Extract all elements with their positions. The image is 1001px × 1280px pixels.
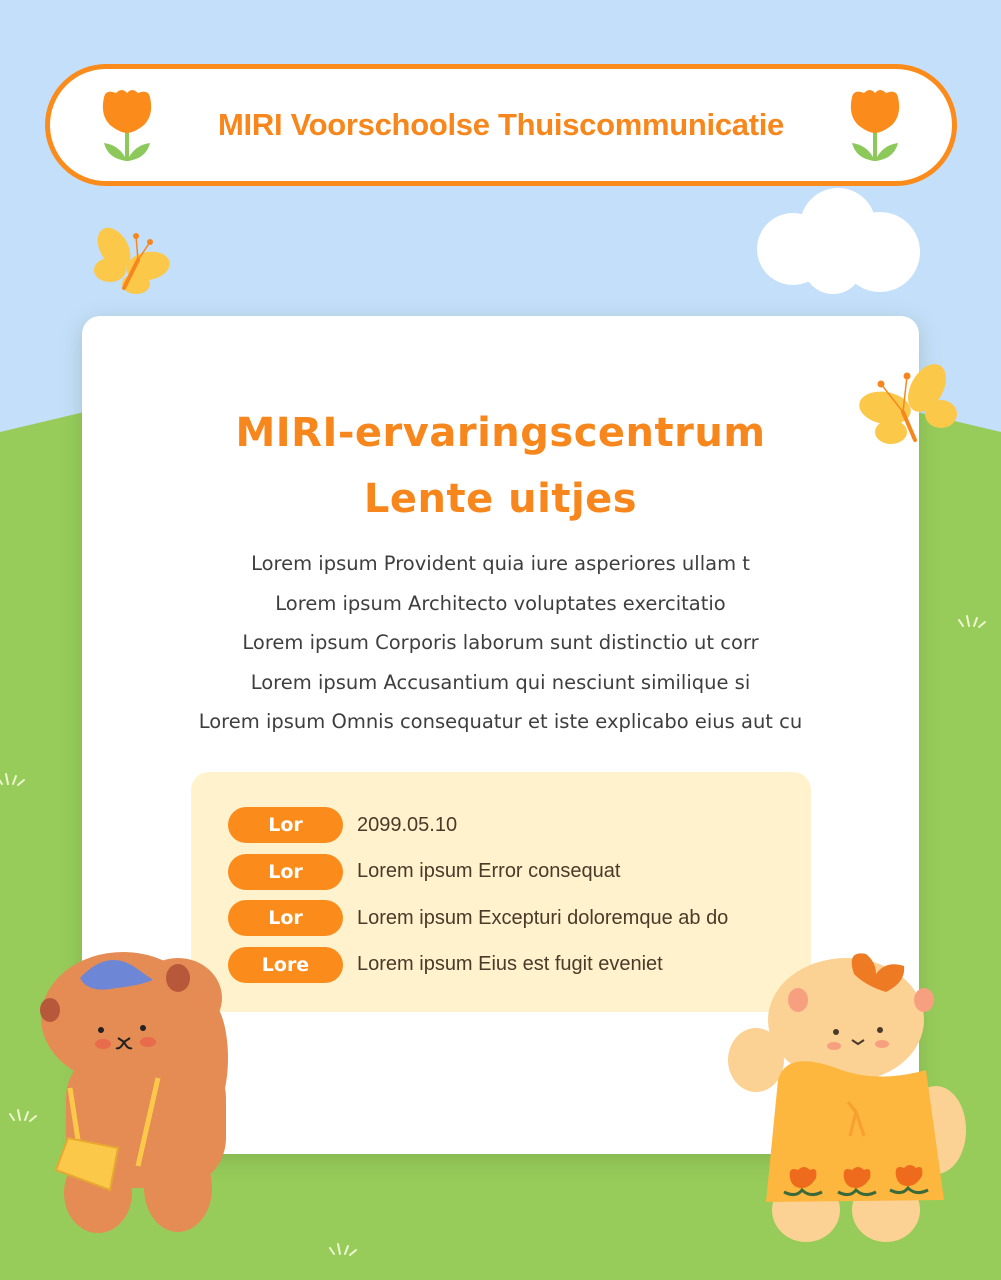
description-line: Lorem ipsum Provident quia iure asperiores ullam t — [251, 552, 750, 575]
info-value: Lorem ipsum Excepturi doloremque ab do — [357, 906, 729, 929]
grass-tuft-icon — [0, 770, 34, 790]
info-label-badge: Lor — [228, 807, 343, 843]
tulip-icon — [842, 87, 908, 169]
banner-title: MIRI Voorschoolse Thuiscommunicatie — [218, 107, 784, 142]
info-label-badge: Lore — [228, 947, 343, 983]
event-description — [82, 544, 919, 742]
description-line: Lorem ipsum Architecto voluptates exercitatio — [275, 591, 726, 615]
description-line: Lorem ipsum Accusantium qui nesciunt similique si — [250, 670, 751, 694]
info-label-badge: Lor — [228, 854, 343, 890]
info-value: Lorem ipsum Error consequat — [357, 860, 621, 883]
header-banner — [45, 64, 957, 186]
bear-with-cap-icon — [28, 938, 238, 1238]
grass-tuft-icon — [326, 1240, 366, 1260]
butterfly-icon — [92, 214, 178, 300]
description-line: Lorem ipsum Corporis laborum sunt distinctio ut corr — [242, 631, 759, 654]
butterfly-icon — [855, 358, 959, 458]
grass-tuft-icon — [955, 612, 995, 632]
description-line: Lorem ipsum Omnis consequatur et iste explicabo eius aut cu — [198, 710, 803, 733]
cloud-icon — [748, 184, 926, 294]
info-value: Lorem ipsum Eius est fugit eveniet — [357, 953, 663, 976]
info-row — [228, 942, 811, 989]
info-row — [228, 895, 811, 942]
event-title — [82, 400, 919, 532]
event-info-box — [191, 772, 811, 1012]
info-row — [228, 849, 811, 896]
info-label-badge: Lor — [228, 900, 343, 936]
info-value: 2099.05.10 — [357, 813, 458, 836]
bear-with-bow-icon — [726, 940, 976, 1245]
event-title-line1: MIRI-ervaringscentrum — [235, 410, 766, 456]
info-row-date — [228, 802, 811, 849]
event-title-line2: Lente uitjes — [363, 476, 638, 522]
tulip-icon — [94, 87, 160, 169]
